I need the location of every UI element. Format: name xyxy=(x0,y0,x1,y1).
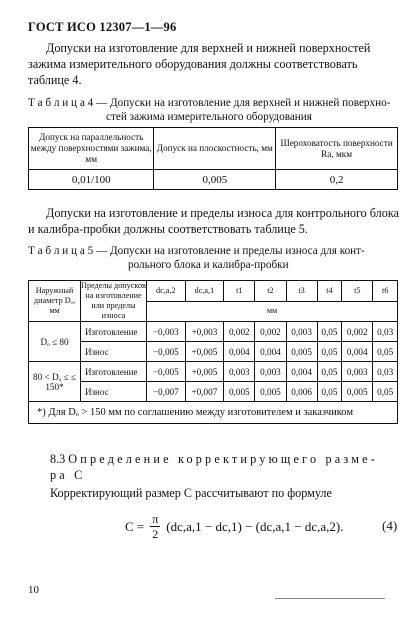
table5-cell: 0,004 xyxy=(286,362,317,382)
table5-header-limits: Пределы допусков на изготовление или пределы износа xyxy=(81,281,146,320)
table5-cell: +0,007 xyxy=(185,382,224,402)
table4-cell: 0,01/100 xyxy=(29,170,154,190)
table5-cell: 0,03 xyxy=(373,362,398,382)
table5-cell: 0,004 xyxy=(224,342,255,362)
table5-cell: +0,005 xyxy=(185,342,224,362)
table5-caption xyxy=(28,244,400,272)
section-title-part2: ра C xyxy=(50,468,86,482)
table5-header-symbol: t3 xyxy=(286,281,317,302)
paragraph-table4-intro: Допуски на изготовление для верхней и нижней поверхностей зажима измерительного оборудования должны соответствовать таблице 4. xyxy=(28,41,371,87)
table5-header-symbol: t6 xyxy=(373,281,398,302)
table5-cell: 0,05 xyxy=(317,322,342,342)
table5-cell: 0,004 xyxy=(255,342,286,362)
table5-cell: 0,003 xyxy=(342,362,373,382)
table5-cell: 0,005 xyxy=(342,382,373,402)
document-header: ГОСТ ИСО 12307—1—96 xyxy=(28,20,177,34)
table5-cell: 0,002 xyxy=(255,322,286,342)
formula-lhs: C = xyxy=(125,518,145,534)
table4-caption xyxy=(28,96,400,124)
formula-frac-den: 2 xyxy=(152,527,159,541)
table4-caption-cont: стей зажима измерительного оборудования xyxy=(106,111,312,123)
page-number: 10 xyxy=(28,584,39,596)
table5-diameter-cell: 80 < Dₒ ≤ ≤ 150* xyxy=(29,362,81,402)
table5-row-label: Износ xyxy=(81,382,147,402)
formula-rhs: (dc,a,1 − dc,1) − (dc,a,1 − dc,a,2). xyxy=(166,518,344,534)
table5-cell: −0,005 xyxy=(147,362,186,382)
table5-cell: 0,003 xyxy=(255,362,286,382)
table4-cell: 0,2 xyxy=(276,170,398,190)
formula-frac-num: π xyxy=(152,512,159,526)
table5-header-diameter: Наружный диаметр Dₒ, мм xyxy=(29,281,81,322)
section-number: 8.3 xyxy=(50,452,66,466)
table5-header-symbol: t2 xyxy=(255,281,286,302)
table5-cell: −0,007 xyxy=(147,382,186,402)
table5-row-label: Изготовление xyxy=(81,362,147,382)
paragraph-formula-intro: Корректирующий размер C рассчитывают по формуле xyxy=(50,486,332,500)
table5-cell: 0,006 xyxy=(286,382,317,402)
table5-caption-lead: Т а б л и ц а 5 — Допуски на изготовление и пределы износа для конт- xyxy=(28,245,365,257)
equation-number: (4) xyxy=(382,518,398,533)
table5-row-label: Износ xyxy=(81,342,147,362)
table4-header-flatness: Допуск на плоскостность, мм xyxy=(154,128,276,170)
table4-header-roughness: Шероховатость поверхности Ra, мкм xyxy=(276,128,398,170)
table5-cell: 0,05 xyxy=(373,342,398,362)
table5-header-symbol: t1 xyxy=(224,281,255,302)
table5-cell: 0,03 xyxy=(373,322,398,342)
table-4 xyxy=(28,127,398,190)
table4-header-parallelism: Допуск на параллельность между поверхностями зажима, мм xyxy=(29,128,154,170)
table5-cell: −0,003 xyxy=(147,322,186,342)
table5-cell: 0,05 xyxy=(373,382,398,402)
formula-fraction xyxy=(150,513,160,540)
table5-unit: мм xyxy=(147,301,398,322)
table5-cell: 0,005 xyxy=(255,382,286,402)
table5-cell: +0,003 xyxy=(185,322,224,342)
table5-footnote: *) Для Dₒ > 150 мм по соглашению между изготовителем и заказчиком xyxy=(29,402,398,424)
table5-cell: 0,002 xyxy=(224,322,255,342)
table5-cell: 0,05 xyxy=(317,382,342,402)
table5-cell: +0,005 xyxy=(185,362,224,382)
table5-caption-cont: рольного блока и калибра-пробки xyxy=(128,259,289,271)
footer-rule xyxy=(275,598,385,599)
table5-header-symbol: t5 xyxy=(342,281,373,302)
table5-diameter-cell: Dₒ ≤ 80 xyxy=(29,322,81,362)
table5-row-label: Изготовление xyxy=(81,322,147,342)
paragraph-table5-intro: Допуски на изготовление и пределы износа для контрольного блока и калибра-пробки должны соответствовать таблице 5. xyxy=(28,206,400,236)
table5-cell: 0,003 xyxy=(286,322,317,342)
table5-cell: 0,003 xyxy=(224,362,255,382)
table4-caption-lead: Т а б л и ц а 4 — Допуски на изготовление для верхней и нижней поверхно- xyxy=(28,97,391,109)
table-5 xyxy=(28,280,398,424)
table5-cell: −0,005 xyxy=(147,342,186,362)
table5-header-symbol: dc,a,1 xyxy=(185,281,224,302)
table5-header-symbol: dc,a,2 xyxy=(147,281,186,302)
table5-cell: 0,05 xyxy=(317,342,342,362)
table4-cell: 0,005 xyxy=(154,170,276,190)
table5-cell: 0,005 xyxy=(224,382,255,402)
table5-cell: 0,05 xyxy=(317,362,342,382)
table5-cell: 0,005 xyxy=(286,342,317,362)
table5-header-symbol: t4 xyxy=(317,281,342,302)
section-title-part1: Определение корректирующего разме- xyxy=(68,452,379,466)
table5-cell: 0,004 xyxy=(342,342,373,362)
formula xyxy=(125,513,343,540)
table5-cell: 0,002 xyxy=(342,322,373,342)
section-heading xyxy=(50,451,400,483)
